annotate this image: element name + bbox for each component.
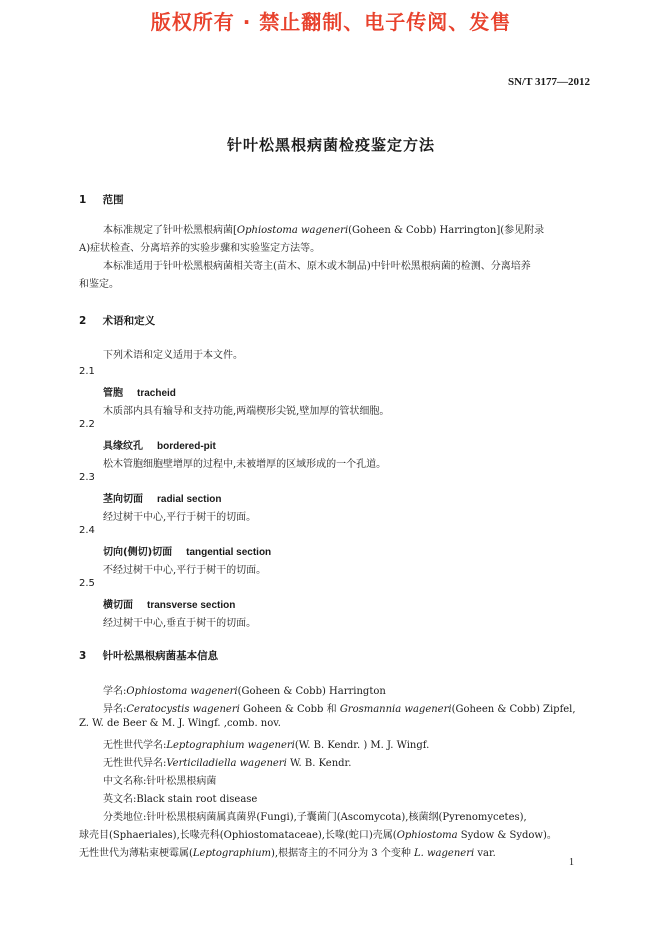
text: ),根据寄主的不同分为 3 个变种 (271, 848, 414, 859)
species-name: Ceratocystis wageneri (126, 704, 240, 715)
text: Goheen & Cobb 和 (239, 704, 340, 715)
term-en: transverse section (147, 600, 236, 611)
term-zh: 切向(侧切)切面 (103, 547, 173, 558)
anamorph-name-line (103, 736, 429, 751)
standard-number: SN/T 3177—2012 (507, 76, 590, 88)
text: var. (474, 848, 496, 859)
section-3-number: 3 (79, 650, 87, 662)
term-en: tangential section (186, 547, 272, 558)
genus-name: Ophiostoma (396, 830, 458, 841)
term-heading (103, 596, 235, 611)
taxonomy-line-cont (79, 826, 557, 841)
term-number: 2.3 (79, 472, 95, 483)
term-en: bordered-pit (157, 441, 216, 452)
species-name: Verticiladiella wageneri (166, 758, 287, 769)
synonym-line-cont: Z. W. de Beer & M. J. Wingf. ,comb. nov. (79, 718, 281, 729)
term-definition: 不经过树干中心,平行于树干的切面。 (103, 565, 267, 576)
label: 无性世代异名: (103, 758, 167, 769)
anamorph-genus-line (79, 844, 496, 859)
label: 异名: (103, 704, 127, 715)
label: 无性世代学名: (103, 740, 167, 751)
authority: Sydow & Sydow)。 (457, 830, 557, 841)
term-zh: 管胞 (103, 388, 123, 399)
term-number: 2.1 (79, 366, 95, 377)
authority: W. B. Kendr. (286, 758, 352, 769)
synonym-line (103, 700, 576, 715)
section-2-intro: 下列术语和定义适用于本文件。 (103, 350, 243, 361)
p1-text-a: 本标准规定了针叶松黑根病菌[ (103, 225, 237, 236)
authority: (Goheen & Cobb) Harrington (237, 686, 386, 697)
section-1-paragraph-2 (79, 258, 591, 294)
term-heading (103, 384, 176, 399)
term-heading (103, 490, 221, 505)
text: 无性世代为薄粘束梗霉属( (79, 848, 193, 859)
species-name: Grosmannia wageneri (339, 704, 452, 715)
anamorph-synonym-line (103, 754, 351, 769)
term-heading (103, 543, 271, 558)
section-3-title: 针叶松黑根病菌基本信息 (102, 650, 219, 662)
section-2-heading (79, 313, 155, 328)
section-1-heading (79, 192, 124, 207)
species-name: Leptographium wageneri (166, 740, 295, 751)
section-1-number: 1 (79, 194, 87, 206)
genus-name: Leptographium (192, 848, 272, 859)
p1-text-c: A)症状检查、分离培养的实验步骤和实验鉴定方法等。 (79, 243, 321, 254)
scientific-name-line (103, 682, 386, 697)
term-definition: 松木管胞细胞壁增厚的过程中,未被增厚的区域形成的一个孔道。 (103, 459, 387, 470)
section-1-title: 范围 (102, 194, 124, 206)
page-title: 针叶松黑根病菌检疫鉴定方法 (226, 136, 435, 154)
english-name-line: 英文名:Black stain root disease (103, 794, 258, 805)
section-2-number: 2 (79, 315, 87, 327)
copyright-banner: 版权所有 · 禁止翻制、电子传阅、发售 (150, 10, 512, 34)
term-definition: 经过树干中心,平行于树干的切面。 (103, 512, 257, 523)
authority: (Goheen & Cobb) Zipfel, (451, 704, 576, 715)
chinese-name-line: 中文名称:针叶松黑根病菌 (103, 776, 217, 787)
term-en: tracheid (137, 388, 176, 399)
section-2-title: 术语和定义 (102, 315, 156, 327)
term-number: 2.4 (79, 525, 95, 536)
taxonomy-line: 分类地位:针叶松黑根病菌属真菌界(Fungi),子囊菌门(Ascomycota),核菌纲(Pyrenomycetes), (103, 812, 527, 823)
p1-species-name: Ophiostoma wageneri (236, 225, 349, 236)
p2-text-b: 和鉴定。 (79, 279, 119, 290)
label: 学名: (103, 686, 127, 697)
p1-text-b: (Goheen & Cobb) Harrington](参见附录 (348, 225, 545, 236)
section-1-paragraph-1 (79, 222, 591, 258)
term-number: 2.5 (79, 578, 95, 589)
term-number: 2.2 (79, 419, 95, 430)
term-en: radial section (157, 494, 222, 505)
species-name: Ophiostoma wageneri (126, 686, 238, 697)
term-zh: 具缘纹孔 (103, 441, 143, 452)
term-definition: 经过树干中心,垂直于树干的切面。 (103, 618, 257, 629)
page-number: 1 (569, 857, 574, 868)
term-zh: 横切面 (103, 600, 133, 611)
species-name: L. wageneri (414, 848, 475, 859)
p2-text-a: 本标准适用于针叶松黑根病菌相关寄主(苗木、原木或木制品)中针叶松黑根病菌的检测、分离培养 (103, 261, 531, 272)
term-zh: 茎向切面 (103, 494, 143, 505)
section-3-heading (79, 648, 218, 663)
term-definition: 木质部内具有输导和支持功能,两端楔形尖锐,壁加厚的管状细胞。 (103, 406, 390, 417)
term-heading (103, 437, 216, 452)
authority: (W. B. Kendr. ) M. J. Wingf. (294, 740, 430, 751)
text: 球壳目(Sphaeriales),长喙壳科(Ophiostomataceae),长喙(蛇口)壳属( (79, 830, 397, 841)
